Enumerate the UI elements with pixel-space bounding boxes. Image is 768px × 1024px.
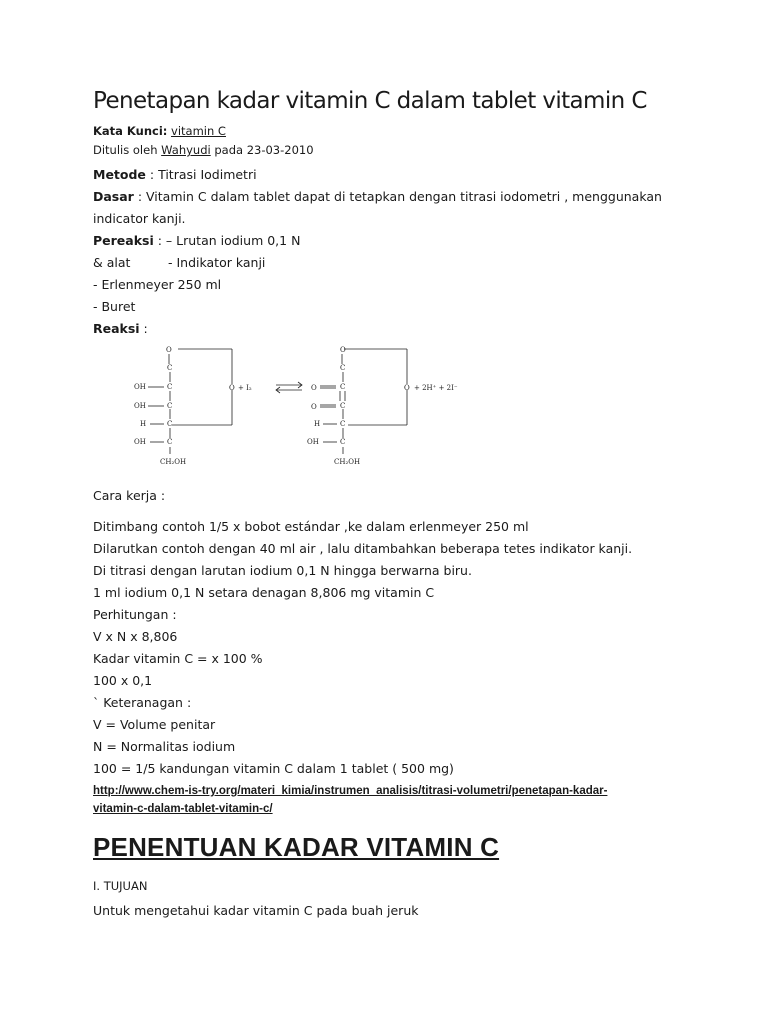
left-h: H (140, 420, 147, 428)
author-link[interactable]: Wahyudi (161, 143, 211, 157)
dasar-value: : Vitamin C dalam tablet dapat di tetapkan dengan titrasi iodometri , menggunakan (133, 189, 662, 204)
left-ring-o2: O (229, 384, 235, 392)
page-title: Penetapan kadar vitamin C dalam tablet vitamin C (93, 88, 647, 114)
pereaksi-line (93, 233, 300, 248)
metode-line (93, 167, 257, 182)
left-c4: C (167, 420, 173, 428)
left-c3: C (167, 402, 173, 410)
pereaksi-value: : – Lrutan iodium 0,1 N (153, 233, 301, 248)
tujuan-text: Untuk mengetahui kadar vitamin C pada buah jeruk (93, 903, 419, 918)
erlenmeyer-item: - Erlenmeyer 250 ml (93, 277, 222, 292)
right-ring-o: O (340, 346, 346, 354)
metode-label: Metode (93, 167, 146, 182)
reaksi-line (93, 321, 148, 336)
keywords-line (93, 124, 226, 138)
procedure-line: Dilarutkan contoh dengan 40 ml air , lalu ditambahkan beberapa tetes indikator kanji. (93, 541, 633, 556)
left-c2: C (167, 383, 173, 391)
dasar-line (93, 189, 662, 204)
source-link-line1[interactable]: http://www.chem-is-try.org/materi_kimia/instrumen_analisis/titrasi-volumetri/penetapan-kadar- (93, 785, 608, 797)
right-c4: C (340, 420, 346, 428)
right-o2: O (311, 403, 317, 411)
procedure-line: N = Normalitas iodium (93, 739, 236, 754)
right-ch2oh: CH₂OH (334, 458, 361, 466)
procedure-line: Ditimbang contoh 1/5 x bobot estándar ,ke dalam erlenmeyer 250 ml (93, 519, 529, 534)
left-c1: C (167, 364, 173, 372)
procedure-line: Di titrasi dengan larutan iodium 0,1 N hingga berwarna biru. (93, 563, 472, 578)
keywords-label: Kata Kunci: (93, 124, 168, 138)
tujuan-heading: I. TUJUAN (93, 879, 148, 893)
right-oh: OH (307, 438, 319, 446)
procedure-line: 1 ml iodium 0,1 N setara denagan 8,806 mg vitamin C (93, 585, 435, 600)
left-c5: C (167, 438, 173, 446)
alat-label: & alat (93, 255, 131, 270)
indikator-item: - Indikator kanji (168, 255, 266, 270)
right-products: + 2H⁺ + 2I⁻ (414, 384, 458, 392)
procedure-line: V x N x 8,806 (93, 629, 178, 644)
right-o1: O (311, 384, 317, 392)
left-oh1: OH (134, 383, 146, 391)
right-ring-o2: O (404, 384, 410, 392)
dasar-continuation: indicator kanji. (93, 211, 186, 226)
right-c3: C (340, 402, 346, 410)
left-oh2: OH (134, 402, 146, 410)
metode-value: : Titrasi Iodimetri (145, 167, 257, 182)
cara-kerja-heading: Cara kerja : (93, 488, 166, 503)
right-c5: C (340, 438, 346, 446)
right-c2: C (340, 383, 346, 391)
byline-date: pada 23-03-2010 (214, 143, 314, 157)
left-ring-o: O (166, 346, 172, 354)
left-reagent: + I₂ (238, 384, 252, 392)
procedure-line: V = Volume penitar (93, 717, 216, 732)
procedure-line: Perhitungan : (93, 607, 177, 622)
source-link-line2[interactable]: vitamin-c-dalam-tablet-vitamin-c/ (93, 803, 273, 815)
pereaksi-label: Pereaksi (93, 233, 154, 248)
right-c1: C (340, 364, 346, 372)
byline-prefix: Ditulis oleh (93, 143, 158, 157)
left-oh3: OH (134, 438, 146, 446)
procedure-line: 100 = 1/5 kandungan vitamin C dalam 1 tablet ( 500 mg) (93, 761, 454, 776)
left-ch2oh: CH₂OH (160, 458, 187, 466)
buret-item: - Buret (93, 299, 136, 314)
reaksi-colon: : (139, 321, 148, 336)
byline (93, 143, 314, 157)
procedure-line: Kadar vitamin C = x 100 % (93, 651, 263, 666)
dasar-label: Dasar (93, 189, 134, 204)
reaksi-label: Reaksi (93, 321, 140, 336)
procedure-line: ` Keteranagan : (93, 695, 192, 710)
reaction-diagram (120, 342, 520, 472)
keyword-link[interactable]: vitamin C (171, 124, 226, 138)
section-heading: PENENTUAN KADAR VITAMIN C (93, 832, 500, 862)
alat-line (93, 255, 266, 270)
procedure-line: 100 x 0,1 (93, 673, 153, 688)
right-h: H (314, 420, 321, 428)
